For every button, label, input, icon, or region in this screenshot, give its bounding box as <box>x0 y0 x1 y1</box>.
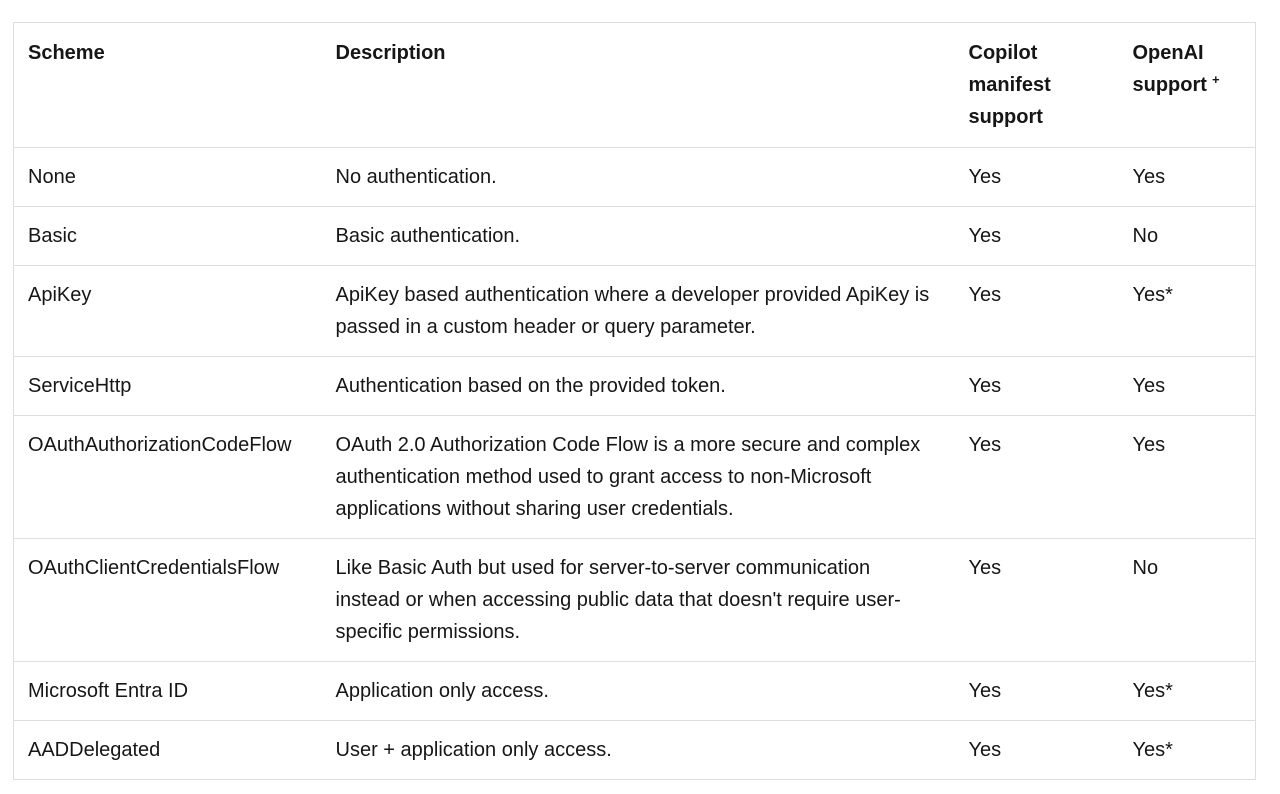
table-header <box>14 23 1256 148</box>
auth-schemes-table-container <box>13 22 1255 780</box>
openai-support-cell: No <box>1119 539 1256 662</box>
openai-support-cell: Yes <box>1119 148 1256 207</box>
table-row <box>14 148 1256 207</box>
openai-support-cell: Yes <box>1119 357 1256 416</box>
scheme-cell: Basic <box>14 207 322 266</box>
openai-support-cell: Yes* <box>1119 266 1256 357</box>
scheme-cell: OAuthClientCredentialsFlow <box>14 539 322 662</box>
description-cell: Basic authentication. <box>322 207 955 266</box>
description-cell: Application only access. <box>322 662 955 721</box>
copilot-support-cell: Yes <box>955 266 1119 357</box>
description-cell: Authentication based on the provided token. <box>322 357 955 416</box>
openai-support-cell: No <box>1119 207 1256 266</box>
openai-support-footnote-marker: + <box>1211 72 1220 87</box>
header-row <box>14 23 1256 148</box>
description-cell: User + application only access. <box>322 721 955 780</box>
scheme-cell: OAuthAuthorizationCodeFlow <box>14 416 322 539</box>
description-cell: Like Basic Auth but used for server-to-server communication instead or when accessing public data that doesn't require user-specific permissions. <box>322 539 955 662</box>
copilot-support-cell: Yes <box>955 207 1119 266</box>
description-cell: OAuth 2.0 Authorization Code Flow is a more secure and complex authentication method used to grant access to non-Microsoft applications without sharing user credentials. <box>322 416 955 539</box>
table-row <box>14 207 1256 266</box>
scheme-cell: ApiKey <box>14 266 322 357</box>
openai-support-label: OpenAI support <box>1132 42 1207 96</box>
copilot-support-cell: Yes <box>955 416 1119 539</box>
scheme-cell: ServiceHttp <box>14 357 322 416</box>
openai-support-cell: Yes <box>1119 416 1256 539</box>
table-row <box>14 357 1256 416</box>
column-header-openai-support <box>1119 23 1256 148</box>
scheme-cell: None <box>14 148 322 207</box>
scheme-cell: Microsoft Entra ID <box>14 662 322 721</box>
column-header-copilot-manifest-support: Copilot manifest support <box>968 42 1051 128</box>
table-row <box>14 662 1256 721</box>
column-header-scheme: Scheme <box>28 42 105 64</box>
copilot-support-cell: Yes <box>955 148 1119 207</box>
table-row <box>14 416 1256 539</box>
description-cell: ApiKey based authentication where a developer provided ApiKey is passed in a custom header or query parameter. <box>322 266 955 357</box>
copilot-support-cell: Yes <box>955 721 1119 780</box>
auth-schemes-table <box>13 22 1256 780</box>
description-cell: No authentication. <box>322 148 955 207</box>
table-row <box>14 721 1256 780</box>
column-header-description: Description <box>335 42 446 64</box>
copilot-support-cell: Yes <box>955 539 1119 662</box>
table-body <box>14 148 1256 780</box>
table-row <box>14 266 1256 357</box>
scheme-cell: AADDelegated <box>14 721 322 780</box>
openai-support-cell: Yes* <box>1119 721 1256 780</box>
copilot-support-cell: Yes <box>955 662 1119 721</box>
openai-support-cell: Yes* <box>1119 662 1256 721</box>
copilot-support-cell: Yes <box>955 357 1119 416</box>
table-row <box>14 539 1256 662</box>
